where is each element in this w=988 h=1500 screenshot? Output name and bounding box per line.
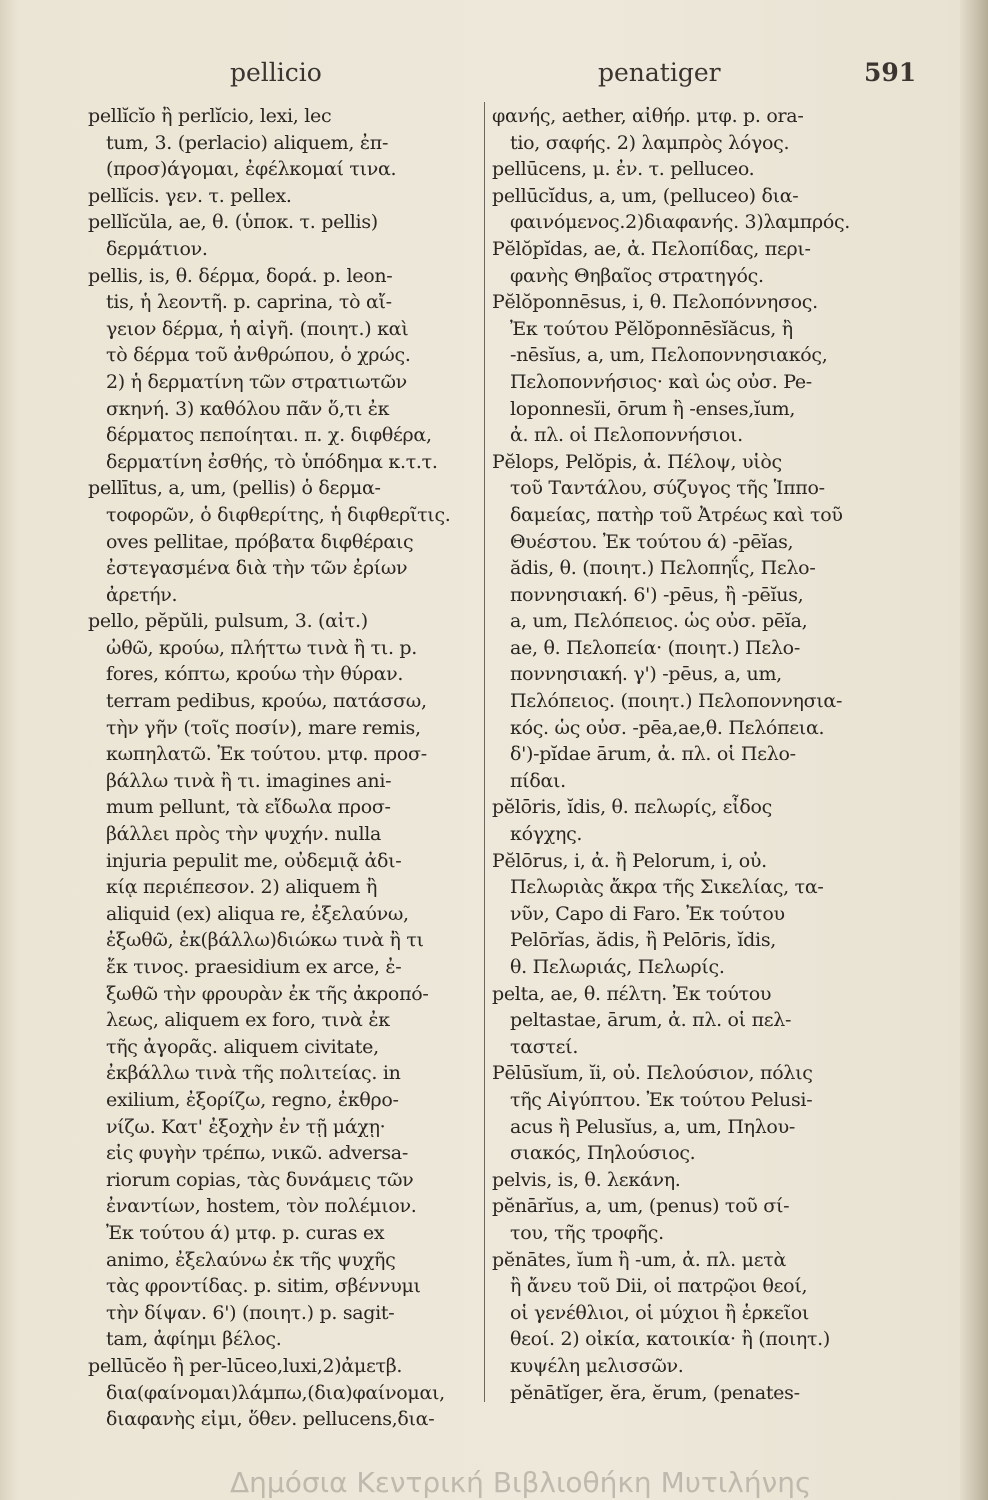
library-watermark: Δημόσια Κεντρική Βιβλιοθήκη Μυτιλήνης (230, 1466, 812, 1499)
text-line: Pēlūsĭum, ĭi, οὐ. Πελούσιον, πόλις (492, 1062, 813, 1085)
text-line: τὰς φροντίδας. p. sitim, σβέννυμι (106, 1275, 421, 1298)
text-line: θ. Πελωριάς, Πελωρίς. (510, 956, 725, 978)
text-line: aliquid (ex) aliqua re, ἐξελαύνω, (106, 902, 409, 925)
text-line: ἐξωθῶ, ἐκ(βάλλω)διώκω τινὰ ἢ τι (106, 929, 424, 952)
text-line: ταστεί. (510, 1035, 579, 1058)
text-line: βάλλει πρὸς τὴν ψυχήν. nulla (106, 823, 382, 846)
text-line: riorum copias, τὰς δυνάμεις τῶν (106, 1168, 414, 1191)
text-line: pĕnārĭus, a, um, (penus) τοῦ σί- (492, 1195, 790, 1218)
text-line: pĕnātĭger, ĕra, ĕrum, (penates- (510, 1381, 800, 1404)
text-line: pellītus, a, um, (pellis) ὁ δερμα- (88, 477, 381, 500)
text-line: terram pedibus, κρούω, πατάσσω, (106, 690, 427, 713)
text-line: ἔκ τινος. praesidium ex arce, ἐ- (106, 956, 402, 978)
text-line: του, τῆς τροφῆς. (510, 1221, 664, 1244)
text-line: κός. ὡς οὐσ. -pēa,ae,θ. Πελόπεια. (510, 716, 825, 739)
text-line: δέρματος πεποίηται. π. χ. διφθέρα, (106, 424, 432, 447)
text-line: Pĕlōrus, i, ἀ. ἢ Pelorum, i, οὐ. (492, 849, 767, 872)
text-line: pellūcĕo ἢ per-lūceo,luxi,2)ἀμετβ. (88, 1354, 403, 1377)
text-line: Pĕlops, Pelŏpis, ἀ. Πέλοψ, υἱὸς (492, 450, 782, 473)
text-line: κωπηλατῶ. Ἐκ τούτου. μτφ. προσ- (106, 743, 427, 766)
text-line: tam, ἀφίημι βέλος. (106, 1328, 282, 1351)
text-line: πίδαι. (510, 769, 566, 792)
text-line: tum, 3. (perlacio) aliquem, ἐπ- (106, 131, 389, 154)
left-column (88, 103, 480, 1433)
header-right-word: penatiger (598, 58, 721, 87)
text-line: λεως, aliquem ex foro, τινὰ ἐκ (106, 1009, 390, 1032)
text-line: ἀ. πλ. οἱ Πελοποννήσιοι. (510, 424, 743, 447)
text-line: κίᾳ περιέπεσον. 2) aliquem ἢ (106, 876, 378, 899)
text-line: ădis, θ. (ποιητ.) Πελοπηΐς, Πελο- (510, 557, 816, 580)
text-line: Pelōrĭas, ădis, ἢ Pelōris, ĭdis, (510, 929, 777, 952)
text-line: 2) ἡ δερματίνη τῶν στρατιωτῶν (106, 370, 407, 393)
text-line: τῆς Αἰγύπτου. Ἐκ τούτου Pelusi- (510, 1088, 813, 1111)
text-line: mum pellunt, τὰ εἴδωλα προσ- (106, 796, 391, 819)
text-line: δερμάτιον. (106, 237, 208, 260)
text-line: ξωθῶ τὴν φρουρὰν ἐκ τῆς ἀκροπό- (106, 982, 429, 1005)
right-column (492, 103, 882, 1406)
text-line: -nēsĭus, a, um, Πελοποννησιακός, (510, 344, 828, 367)
text-line: φανής, aether, αἰθήρ. μτφ. p. ora- (492, 105, 804, 127)
text-line: σκηνή. 3) καθόλου πᾶν ὅ,τι ἐκ (106, 397, 390, 420)
text-line: τοφορῶν, ὁ διφθερίτης, ἡ διφθερῖτις. (106, 503, 451, 526)
text-line: Pĕlŏpĭdas, ae, ἀ. Πελοπίδας, περι- (492, 237, 811, 260)
text-line: pello, pĕpŭli, pulsum, 3. (αἰτ.) (88, 610, 368, 633)
text-line: φανὴς Θηβαῖος στρατηγός. (510, 264, 764, 287)
text-line: τὴν γῆν (τοῖς ποσίν), mare remis, (106, 716, 421, 739)
page-edge (960, 0, 988, 1500)
page-number: 591 (864, 58, 917, 87)
text-line: pĕlōris, ĭdis, θ. πελωρίς, εἶδος (492, 796, 772, 819)
text-line: pellūcĭdus, a, um, (pelluceo) δια- (492, 184, 799, 207)
text-line: νῦν, Capo di Faro. Ἐκ τούτου (510, 902, 785, 925)
text-line: οἱ γενέθλιοι, οἱ μύχιοι ἢ ἑρκεῖοι (510, 1301, 810, 1324)
text-line: injuria pepulit me, οὐδεμιᾷ ἀδι- (106, 849, 402, 872)
text-line: pellūcens, μ. ἐν. τ. pelluceo. (492, 158, 755, 181)
text-line: νίζω. Κατ' ἐξοχὴν ἐν τῇ μάχῃ· (106, 1115, 386, 1138)
text-line: tio, σαφής. 2) λαμπρὸς λόγος. (510, 131, 790, 154)
text-line: acus ἢ Pelusĭus, a, um, Πηλου- (510, 1115, 795, 1138)
text-line: pelta, ae, θ. πέλτη. Ἐκ τούτου (492, 982, 772, 1005)
text-line: δια(φαίνομαι)λάμπω,(δια)φαίνομαι, (106, 1381, 445, 1404)
text-line: Ἐκ τούτου ά) μτφ. p. curas ex (106, 1221, 385, 1244)
text-line: peltastae, ārum, ἀ. πλ. οἱ πελ- (510, 1009, 792, 1032)
text-line: ἢ ἄνευ τοῦ Dii, οἱ πατρῷοι θεοί, (510, 1275, 808, 1298)
text-line: Pĕlŏponnēsus, i, θ. Πελοπόννησος. (492, 291, 818, 314)
text-line: κυψέλη μελισσῶν. (510, 1354, 684, 1377)
text-line: ποννησιακή. γ') -pēus, a, um, (510, 663, 782, 686)
text-line: τὸ δέρμα τοῦ ἀνθρώπου, ὁ χρώς. (106, 344, 411, 367)
text-line: θεοί. 2) οἰκία, κατοικία· ἢ (ποιητ.) (510, 1328, 831, 1351)
text-line: σιακός, Πηλούσιος. (510, 1142, 696, 1165)
text-line: pelvis, is, θ. λεκάνη. (492, 1168, 681, 1191)
text-line: pĕnātes, ĭum ἢ -um, ἀ. πλ. μετὰ (492, 1248, 786, 1271)
text-line: oves pellitae, πρόβατα διφθέραις (106, 530, 414, 553)
text-line: pellĭcis. γεν. τ. pellex. (88, 184, 292, 207)
text-line: Ἐκ τούτου Pĕlŏponnēsĭăcus, ἢ (510, 317, 793, 340)
text-line: ἐστεγασμένα διὰ τὴν τῶν ἐρίων (106, 557, 408, 580)
text-line: φαινόμενος.2)διαφανής. 3)λαμπρός. (510, 211, 851, 234)
text-line: pellis, is, θ. δέρμα, δορά. p. leon- (88, 264, 393, 287)
column-divider (484, 102, 485, 1402)
text-line: pellĭcĭo ἢ perlĭcio, lexi, lec (88, 105, 332, 127)
text-line: ἀρετήν. (106, 583, 178, 606)
header-left-word: pellicio (230, 58, 322, 87)
text-line: δερματίνη ἐσθής, τὸ ὑπόδημα κ.τ.τ. (106, 450, 438, 473)
text-line: διαφανὴς εἰμι, ὅθεν. pellucens,δια- (106, 1408, 435, 1431)
text-line: κόγχης. (510, 823, 583, 846)
text-line: τοῦ Ταντάλου, σύζυγος τῆς Ἱππο- (510, 477, 825, 500)
text-line: γειον δέρμα, ἡ αἰγῆ. (ποιητ.) καὶ (106, 317, 409, 340)
text-line: ae, θ. Πελοπεία· (ποιητ.) Πελο- (510, 636, 800, 659)
text-line: Πελωριὰς ἄκρα τῆς Σικελίας, τα- (510, 876, 824, 899)
text-line: (προσ)άγομαι, ἐφέλκομαί τινα. (106, 158, 397, 181)
text-line: δαμείας, πατὴρ τοῦ Ἀτρέως καὶ τοῦ (510, 503, 843, 526)
text-line: ποννησιακή. 6') -pēus, ἢ -pēĭus, (510, 583, 804, 606)
text-line: τὴν δίψαν. 6') (ποιητ.) p. sagit- (106, 1301, 395, 1324)
text-line: εἰς φυγὴν τρέπω, νικῶ. adversa- (106, 1142, 408, 1165)
text-line: βάλλω τινὰ ἢ τι. imagines ani- (106, 769, 392, 792)
text-line: Πελόπειος. (ποιητ.) Πελοποννησια- (510, 690, 843, 713)
text-line: animo, ἐξελαύνω ἐκ τῆς ψυχῆς (106, 1248, 396, 1271)
text-line: ὠθῶ, κρούω, πλήττω τινὰ ἢ τι. p. (106, 636, 418, 659)
text-line: loponnesĭi, ōrum ἢ -enses,ĭum, (510, 397, 796, 420)
text-line: ἐκβάλλω τινὰ τῆς πολιτείας. in (106, 1062, 401, 1085)
text-line: τῆς ἀγορᾶς. aliquem civitate, (106, 1035, 379, 1058)
text-line: Πελοποννήσιος· καὶ ὡς οὐσ. Pe- (510, 370, 812, 393)
text-line: pellĭcŭla, ae, θ. (ὑποκ. τ. pellis) (88, 211, 378, 234)
running-header (0, 58, 988, 98)
text-line: tis, ἡ λεοντῆ. p. caprina, τὸ αἴ- (106, 291, 392, 314)
text-line: Θυέστου. Ἐκ τούτου ά) -pēĭas, (510, 530, 794, 553)
text-line: a, um, Πελόπειος. ὡς οὐσ. pēĭa, (510, 610, 808, 633)
text-line: fores, κόπτω, κρούω τὴν θύραν. (106, 663, 404, 686)
text-line: ἐναντίων, hostem, τὸν πολέμιον. (106, 1195, 417, 1218)
text-line: δ')-pĭdae ārum, ἀ. πλ. οἱ Πελο- (510, 743, 796, 766)
text-line: exilium, ἐξορίζω, regno, ἐκθρο- (106, 1088, 399, 1111)
